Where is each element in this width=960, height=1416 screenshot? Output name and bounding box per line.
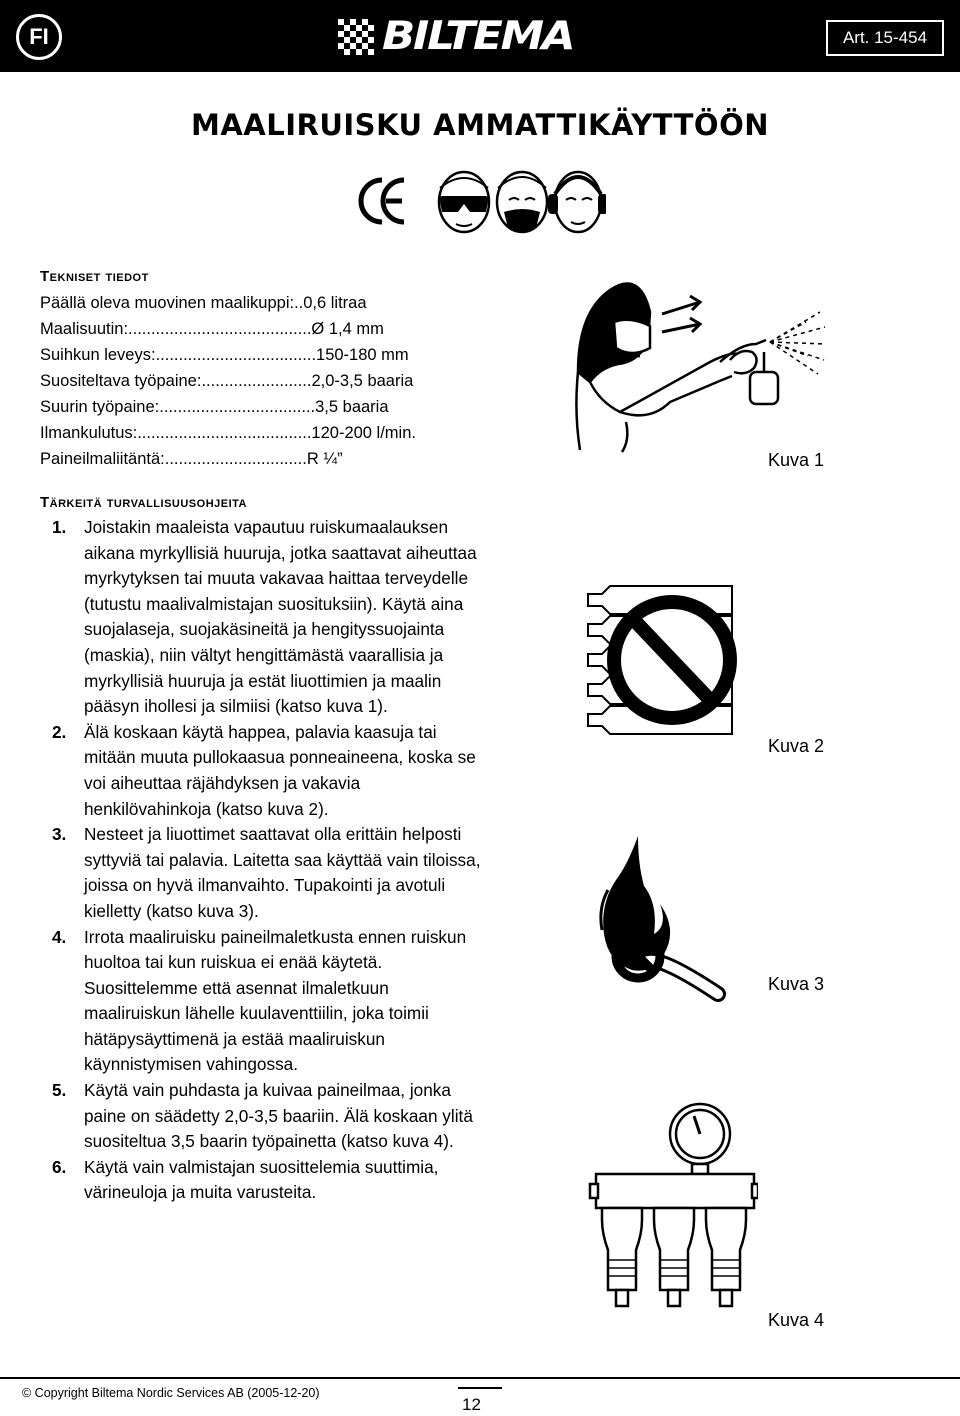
article-number: Art. 15-454 [826, 20, 944, 56]
spec-row: Maalisuutin: ........................................ Ø 1,4 mm [40, 320, 384, 338]
figure-4-filter-regulator [588, 1100, 758, 1320]
figure-caption: Kuva 2 [768, 736, 825, 756]
list-item: 2. Älä koskaan käytä happea, palavia kaasuja tai mitään muuta pullokaasua ponneaineena, koska se voi aiheuttaa räjähdyksen ja vakavia henkilövahinkoja (katso kuva 2). [52, 721, 476, 819]
spec-row: Paineilmaliitäntä: ............................... R ¼” [40, 450, 343, 468]
figure-3-flame-prohibited [598, 834, 738, 1014]
brand-logo [338, 14, 574, 59]
page-number-rule [458, 1387, 502, 1389]
spec-row: Päällä oleva muovinen maalikuppi: .. 0,6 litraa [40, 294, 367, 312]
safety-symbols [346, 166, 606, 236]
checker-flag-icon [338, 19, 378, 55]
safety-heading: Tärkeitä turvallisuusohjeita [40, 494, 248, 511]
list-item: 4. Irrota maaliruisku paineilmaletkusta ennen ruiskun huoltoa tai kun ruiskua ei enää käytetä. Suosittelemme että asennat ilmaletkuun maaliruiskun lähelle kuulaventtiilin, joka toimii hätäpysäyttimenä ja estää maaliruiskun käynnistymisen vahingossa. [52, 926, 467, 1075]
mask-face-icon [497, 172, 547, 232]
copyright-text: © Copyright Biltema Nordic Services AB (2005-12-20) [22, 1386, 320, 1400]
spec-row: Suurin työpaine: .................................. 3,5 baaria [40, 398, 389, 416]
spec-row: Suositeltava työpaine: ........................ 2,0-3,5 baaria [40, 372, 414, 390]
safety-list [52, 515, 482, 1206]
language-badge: FI [16, 14, 62, 60]
page-number: 12 [462, 1395, 481, 1414]
specs-heading: Tekniset tiedot [40, 268, 149, 285]
list-item: 5. Käytä vain puhdasta ja kuivaa paineilmaa, jonka paine on säädetty 2,0-3,5 baariin. Älä koskaan ylitä suositeltua 3,5 baarin työpainetta (katso kuva 4). [52, 1080, 473, 1152]
figure-1-spray-person [570, 272, 830, 457]
spec-row: Suihkun leveys: ................................... 150-180 mm [40, 346, 409, 364]
ear-protection-face-icon [548, 172, 606, 232]
list-item: 3. Nesteet ja liuottimet saattavat olla erittäin helposti syttyviä tai palavia. Laitetta saa käyttää vain tiloissa, joissa on hyvä ilmanvaihto. Tupakointi ja avotuli kielletty (katso kuva 3). [52, 824, 481, 921]
figure-caption: Kuva 4 [768, 1310, 825, 1330]
list-item: 6. Käytä vain valmistajan suosittelemia suuttimia, värineuloja ja muita varusteita. [52, 1156, 439, 1203]
spec-row: Ilmankulutus: ...................................... 120-200 l/min. [40, 424, 416, 442]
list-item: 1. Joistakin maaleista vapautuu ruiskumaalauksen aikana myrkyllisiä huuruja, jotka saattavat aiheuttaa myrkytyksen tai muuta vakavaa haittaa terveydelle (tutustu maalivalmistajan suosituksiin). Käytä aina suojalaseja, suojakäsineitä ja hengityssuojainta (maskia), niin vältyt hengittämästä vaarallisia ja myrkyllisiä huuruja ja estät liuottimien ja maalin pääsyn ihollesi ja silmiisi (katso kuva 1). [52, 517, 477, 717]
specs-list [40, 290, 480, 472]
brand-name: BILTEMA [382, 14, 574, 59]
figure-caption: Kuva 1 [768, 450, 825, 470]
figure-caption: Kuva 3 [768, 974, 825, 994]
ce-mark-icon [361, 180, 404, 222]
header-bar [0, 0, 960, 72]
footer-divider [0, 1377, 960, 1379]
goggles-face-icon [439, 172, 489, 232]
page-title: MAALIRUISKU AMMATTIKÄYTTÖÖN [191, 108, 769, 142]
figure-2-gas-bottles-prohibited [582, 580, 742, 740]
